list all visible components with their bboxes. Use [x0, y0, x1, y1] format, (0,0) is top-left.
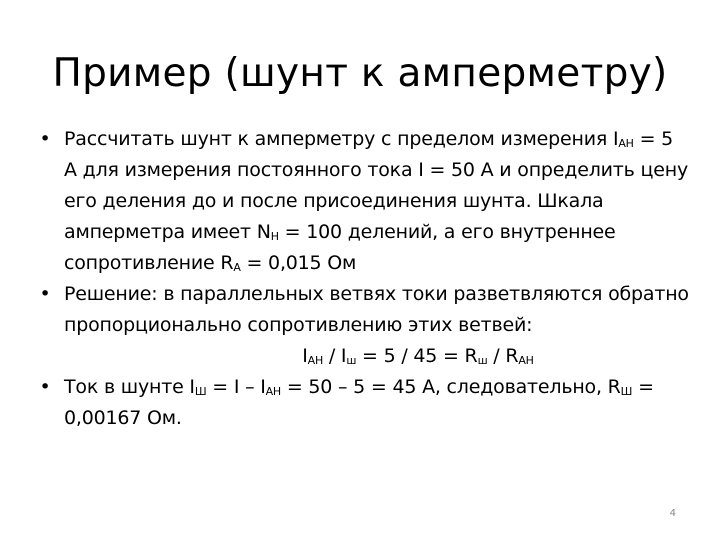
slide-content — [36, 124, 690, 434]
slide-title: Пример (шунт к амперметру) — [52, 51, 668, 96]
current-symbol: I — [612, 128, 619, 150]
bullet-item-result — [36, 372, 690, 434]
formula-equals: = 5 / 45 = R — [356, 345, 478, 367]
bullet-item-problem — [36, 124, 690, 279]
result-sub-sh: Ш — [194, 385, 207, 398]
result-text-1: Ток в шунте I — [64, 376, 195, 398]
subscript-a: A — [233, 261, 241, 274]
formula-sub-sh: ш — [346, 354, 357, 367]
formula-divide-i: / I — [323, 345, 347, 367]
bullet-icon: • — [39, 128, 51, 150]
subscript-h: H — [270, 230, 279, 243]
formula-sub-ah-2: AH — [518, 354, 534, 367]
solution-text: Решение: в параллельных ветвях токи разветвляются обратно пропорционально сопротивлению этих ветвей: — [64, 283, 689, 336]
result-sub-sh-2: Ш — [620, 385, 633, 398]
bullet-item-solution — [36, 279, 690, 341]
formula-i: I — [302, 345, 308, 367]
formula-line — [36, 341, 690, 372]
problem-text-1: Рассчитать шунт к амперметру с пределом измерения — [64, 128, 613, 150]
formula-sub-ah: AH — [307, 354, 324, 367]
page-number: 4 — [669, 508, 676, 519]
problem-text-3: = 100 делений, а его внутреннее сопротивление R — [64, 221, 616, 274]
problem-text-2: = 5 А для измерения постоянного тока I = 50 А и определить цену его деления до и после присоединения шунта. Шкала амперметра имеет N — [64, 128, 688, 243]
problem-text-4: = 0,015 Ом — [240, 252, 357, 274]
bullet-icon: • — [39, 376, 51, 398]
subscript-ah: AH — [618, 137, 634, 150]
result-text-3: = 50 – 5 = 45 А, следовательно, R — [281, 376, 621, 398]
formula-sub-sh-2: ш — [477, 354, 488, 367]
formula-divide-r: / R — [487, 345, 519, 367]
result-text-4: = 0,00167 Ом. — [64, 376, 654, 429]
bullet-icon: • — [39, 283, 51, 305]
result-text-2: = I – I — [206, 376, 266, 398]
result-sub-ah: AH — [265, 385, 282, 398]
